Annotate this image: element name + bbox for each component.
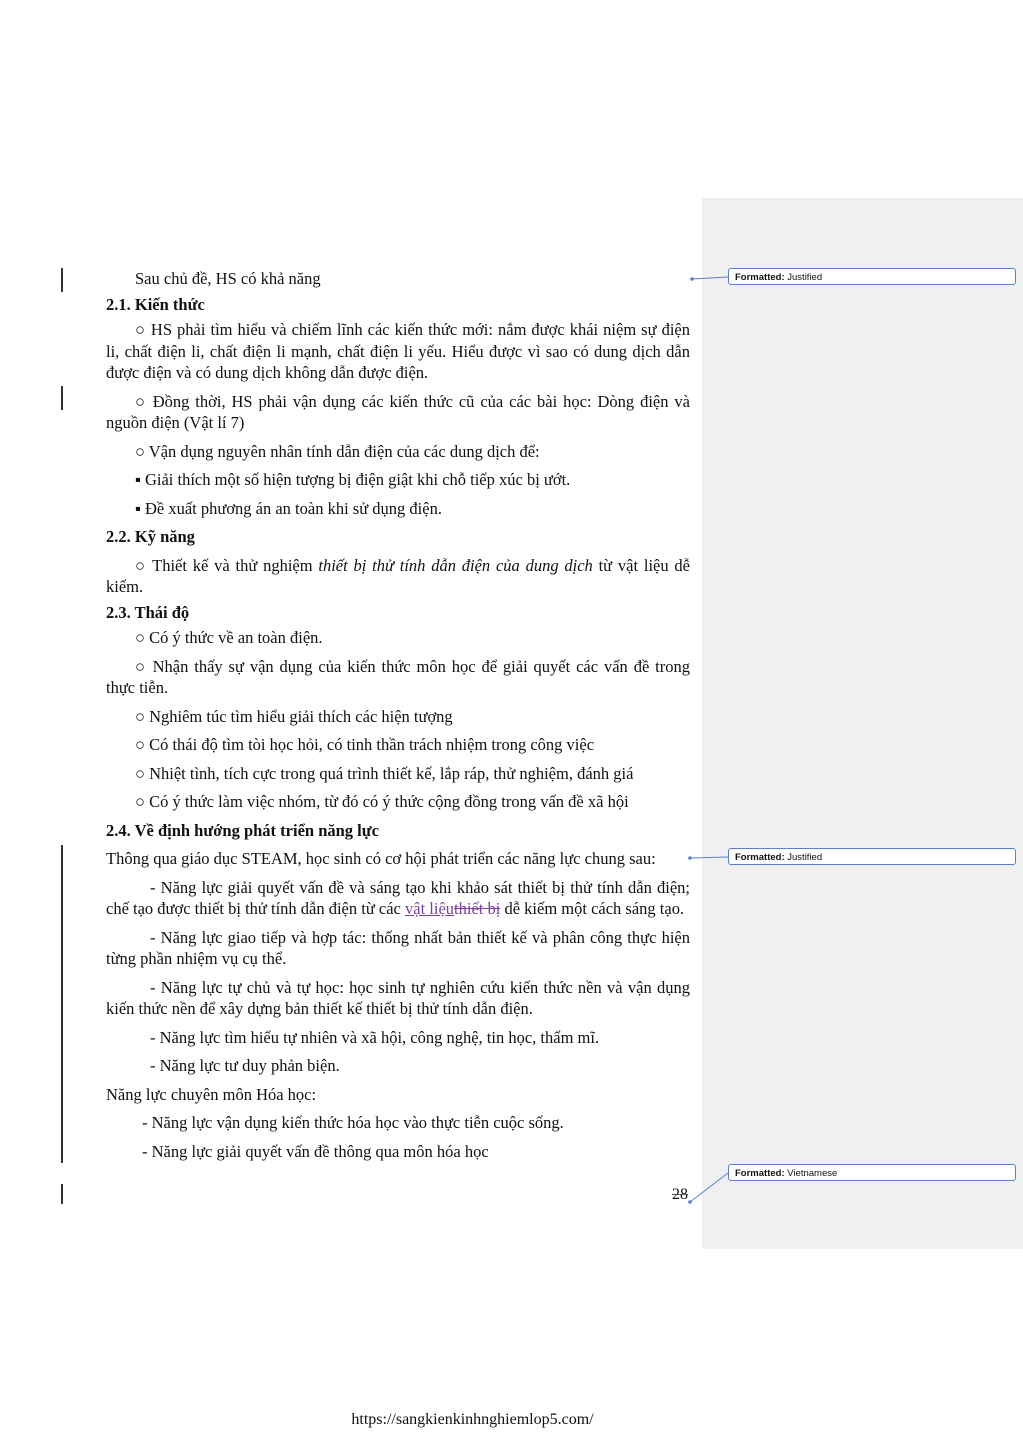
subject-competency-item: - Năng lực vận dụng kiến thức hóa học vào thực tiễn cuộc sống.	[142, 1113, 564, 1132]
balloon-label: Formatted:	[735, 1168, 785, 1179]
footer-url[interactable]: https://sangkienkinhnghiemlop5.com/	[351, 1411, 594, 1428]
heading-2-4: 2.4. Về định hướng phát triển năng lực	[106, 820, 379, 840]
attitude-item: ○ Có ý thức về an toàn điện.	[135, 628, 323, 647]
subject-competency-title: Năng lực chuyên môn Hóa học:	[106, 1084, 317, 1104]
page-number: 28	[672, 1186, 688, 1203]
attitude-item: ○ Có thái độ tìm tòi học hỏi, có tinh thần trách nhiệm trong công việc	[135, 735, 595, 754]
knowledge-item: ○ HS phải tìm hiểu và chiếm lĩnh các kiến thức mới: nắm được khái niệm sự điện li, chất điện li, chất điện li mạnh, chất điện li yếu. Hiểu được vì sao có dung dịch dẫn được điện và có dung dịch không dẫn được điện.	[106, 320, 690, 382]
balloon-label: Formatted:	[735, 272, 785, 283]
balloon-value: Vietnamese	[787, 1168, 838, 1179]
knowledge-subitem: ▪ Giải thích một số hiện tượng bị điện giật khi chỗ tiếp xúc bị ướt.	[135, 470, 571, 489]
attitude-item: ○ Nghiêm túc tìm hiểu giải thích các hiện tượng	[135, 706, 453, 726]
competency-item: - Năng lực tìm hiểu tự nhiên và xã hội, công nghệ, tin học, thẩm mĩ.	[150, 1027, 600, 1047]
subject-competency-item: - Năng lực giải quyết vấn đề thông qua môn hóa học	[142, 1141, 489, 1161]
skill-emphasis: thiết bị thử tính dẫn điện của dung dịch	[318, 555, 593, 575]
attitude-item: ○ Có ý thức làm việc nhóm, từ đó có ý thức cộng đồng trong vấn đề xã hội	[135, 792, 629, 811]
skill-item	[106, 555, 690, 598]
skill-text: từ vật liệu dễ kiếm.	[106, 555, 690, 596]
knowledge-item: ○ Đồng thời, HS phải vận dụng các kiến thức cũ của các bài học: Dòng điện và nguồn điện (Vật lí 7)	[106, 391, 690, 432]
formatting-balloon[interactable]	[728, 268, 1016, 285]
skill-text: ○ Thiết kế và thử nghiệm	[135, 555, 319, 575]
competency-item: - Năng lực giao tiếp và hợp tác: thống nhất bản thiết kế và phân công thực hiện từng phần nhiệm vụ cụ thể.	[106, 927, 690, 968]
deleted-text: thiết bị	[454, 899, 501, 918]
heading-2-3: 2.3. Thái độ	[106, 602, 190, 622]
inserted-text: vật liệu	[405, 899, 455, 918]
competency-intro: Thông qua giáo dục STEAM, học sinh có cơ hội phát triển các năng lực chung sau:	[106, 849, 656, 868]
competency-item: - Năng lực tư duy phản biện.	[150, 1056, 340, 1075]
heading-2-2: 2.2. Kỹ năng	[106, 527, 195, 546]
formatting-balloon[interactable]	[728, 848, 1016, 865]
balloon-label: Formatted:	[735, 852, 785, 863]
formatting-balloon[interactable]	[728, 1164, 1016, 1181]
attitude-item: ○ Nhiệt tình, tích cực trong quá trình thiết kế, lắp ráp, thử nghiệm, đánh giá	[135, 763, 634, 783]
competency-text: - Năng lực giải quyết vấn đề và sáng tạo khi khảo sát thiết bị thử tính dẫn điện; chế tạo được thiết bị thử tính dẫn điện từ các	[106, 877, 690, 918]
heading-2-1: 2.1. Kiến thức	[106, 294, 205, 314]
intro-line: Sau chủ đề, HS có khả năng	[135, 269, 321, 288]
attitude-item: ○ Nhận thấy sự vận dụng của kiến thức môn học để giải quyết các vấn đề trong thực tiễn.	[106, 656, 690, 697]
knowledge-subitem: ▪ Đề xuất phương án an toàn khi sử dụng điện.	[135, 498, 442, 518]
knowledge-item: ○ Vận dụng nguyên nhân tính dẫn điện của các dung dịch để:	[135, 441, 540, 461]
competency-item	[106, 877, 690, 920]
document-body	[106, 268, 690, 1162]
competency-text: dễ kiếm một cách sáng tạo.	[500, 899, 685, 918]
balloon-value: Justified	[787, 272, 823, 283]
balloon-value: Justified	[787, 852, 823, 863]
competency-item: - Năng lực tự chủ và tự học: học sinh tự nghiên cứu kiến thức nền và vận dụng kiến thức nền để xây dựng bản thiết kế thiết bị thử tính dẫn điện.	[106, 977, 690, 1018]
